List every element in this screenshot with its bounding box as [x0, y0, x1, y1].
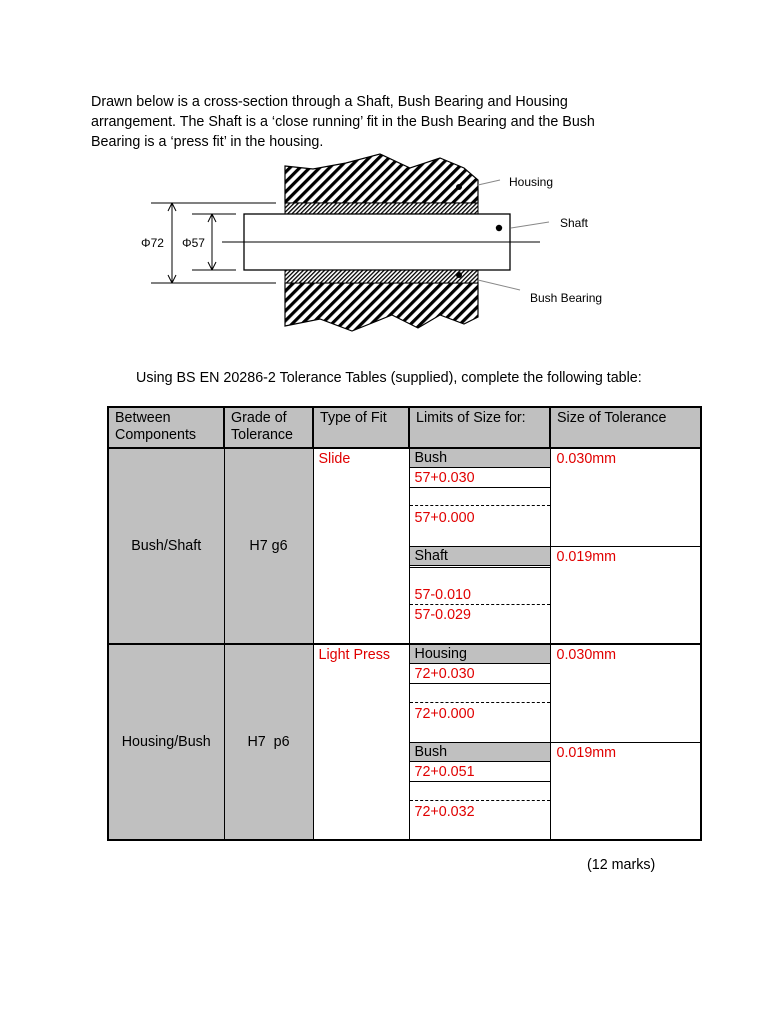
fit-cell: Light Press [313, 644, 409, 840]
intro-line: Drawn below is a cross-section through a Shaft, Bush Bearing and Housing [91, 94, 568, 110]
leader-housing [478, 180, 500, 185]
limit-upper: 72+0.030 [414, 666, 475, 682]
table-header-row [108, 407, 701, 448]
limits-cell [409, 644, 550, 742]
limit-lower: 57-0.029 [414, 606, 471, 623]
tolerance-table [107, 406, 702, 841]
grade-cell: H7 g6 [224, 448, 313, 644]
components-cell: Housing/Bush [108, 644, 224, 840]
label-housing: Housing [509, 175, 554, 189]
limits-part-label: Housing [410, 645, 550, 664]
header-limits: Limits of Size for: [409, 407, 550, 448]
table-row [108, 448, 701, 546]
limits-cell [409, 448, 550, 546]
leader-bush [478, 280, 520, 290]
tolerance-cell: 0.019mm [550, 546, 701, 644]
limits-cell [409, 546, 550, 644]
dim-label-inner: Φ57 [182, 236, 205, 250]
limits-part-label: Shaft [410, 547, 550, 566]
marks-label: (12 marks) [587, 857, 656, 873]
limit-upper: 57-0.010 [414, 586, 471, 603]
limit-upper: 57+0.030 [414, 470, 475, 486]
tolerance-cell: 0.030mm [550, 644, 701, 742]
limits-part-label: Bush [410, 449, 550, 468]
limits-cell [409, 742, 550, 840]
fit-cell: Slide [313, 448, 409, 644]
table-row [108, 644, 701, 742]
limit-upper: 72+0.051 [414, 763, 475, 780]
grade-cell: H7 p6 [224, 644, 313, 840]
instruction-text: Using BS EN 20286-2 Tolerance Tables (supplied), complete the following table: [136, 370, 642, 386]
label-bush-bearing: Bush Bearing [530, 291, 603, 305]
tolerance-cell: 0.030mm [550, 448, 701, 546]
intro-line: arrangement. The Shaft is a ‘close running’ fit in the Bush Bearing and the Bush [91, 114, 595, 130]
cross-section-diagram [0, 0, 768, 360]
header-grade: Grade of Tolerance [224, 407, 313, 448]
limit-lower: 72+0.032 [414, 803, 475, 820]
housing-top-section [285, 154, 478, 203]
dim-label-outer: Φ72 [141, 236, 164, 250]
leader-shaft [511, 222, 549, 228]
intro-line: Bearing is a ‘press fit’ in the housing. [91, 134, 324, 150]
bush-top-section [285, 203, 478, 214]
header-fit: Type of Fit [313, 407, 409, 448]
tolerance-cell: 0.019mm [550, 742, 701, 840]
label-shaft: Shaft [560, 216, 589, 230]
components-cell: Bush/Shaft [108, 448, 224, 644]
limit-lower: 72+0.000 [414, 706, 475, 722]
limits-part-label: Bush [410, 743, 550, 762]
bush-bottom-section [285, 270, 478, 283]
header-between: Between Components [108, 407, 224, 448]
limit-lower: 57+0.000 [414, 510, 475, 526]
header-size: Size of Tolerance [550, 407, 701, 448]
housing-bottom-section [285, 283, 478, 331]
